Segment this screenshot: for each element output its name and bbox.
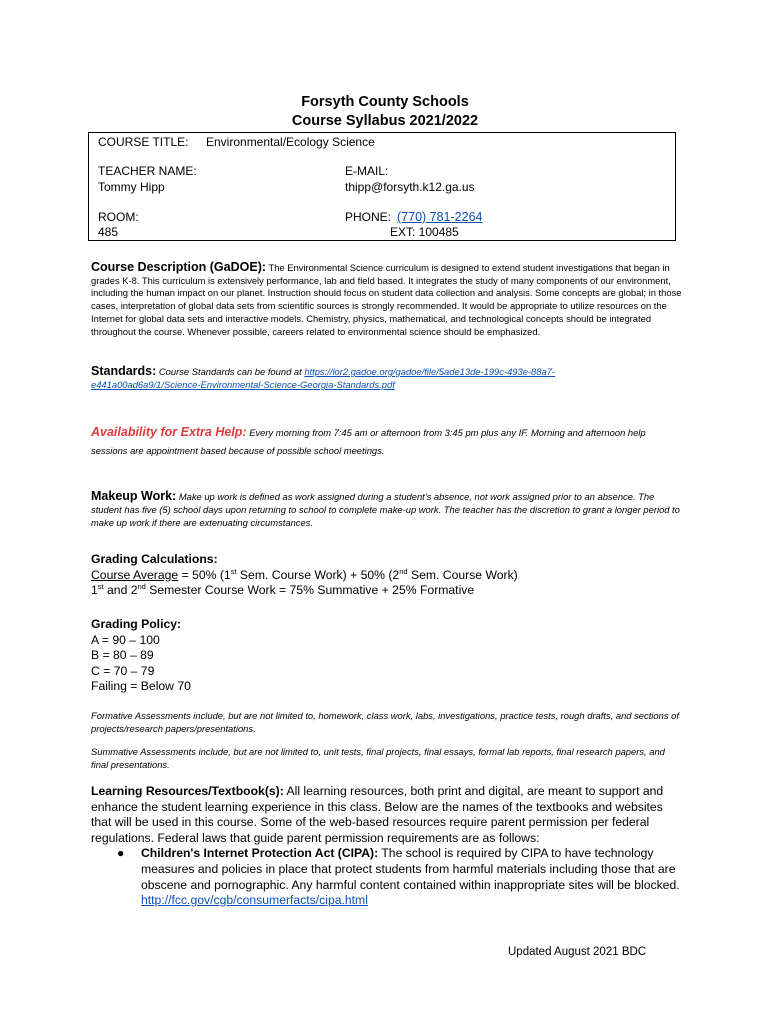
grading-calculations-label: Grading Calculations:	[91, 552, 218, 566]
learning-resources-label: Learning Resources/Textbook(s):	[91, 784, 284, 798]
course-title-value: Environmental/Ecology Science	[206, 135, 375, 149]
grade-failing: Failing = Below 70	[91, 679, 191, 693]
cipa-bullet	[91, 846, 683, 908]
grading-policy	[91, 617, 683, 695]
formative-assessments: Formative Assessments include, but are not limited to, homework, class work, labs, investigations, practice tests, rough drafts, and sections of projects/research papers/presentations.	[91, 710, 679, 734]
standards-label: Standards:	[91, 364, 157, 378]
learning-resources-text: All learning resources, both print and digital, are meant to support and enhance the student learning experience in this class. Below are the names of the textbooks and websites that will be used in this course. Some of the web-based resources require parent permission per federal regulations. Federal laws that guide parent permission requirements are as follows:	[91, 784, 664, 845]
updated-footer: Updated August 2021 BDC	[508, 946, 647, 958]
course-description	[91, 261, 683, 338]
standards-section	[91, 365, 683, 391]
phone-ext: EXT: 100485	[390, 225, 459, 239]
room-label: ROOM:	[98, 210, 139, 224]
makeup-work-text: Make up work is defined as work assigned during a student's absence, not work assigned prior to an absence. The student has five (5) school days upon returning to school to complete make-up work. The teacher has the discretion to grant a longer period to make up work if there are extenuating circumstances.	[91, 491, 680, 528]
school-title: Forsyth County Schools	[301, 94, 469, 110]
learning-resources-paragraph	[91, 784, 683, 846]
teacher-value: Tommy Hipp	[98, 180, 165, 194]
bullet-dot-icon: ●	[117, 846, 125, 861]
grade-a: A = 90 – 100	[91, 632, 160, 647]
email-value[interactable]: thipp@forsyth.k12.ga.us	[345, 180, 475, 194]
course-average-line	[91, 568, 683, 584]
makeup-work-label: Makeup Work:	[91, 489, 177, 503]
sup-st: st	[230, 566, 237, 576]
summative-assessments: Summative Assessments include, but are not limited to, unit tests, final projects, final essays, formal lab reports, final research papers, and final presentations.	[91, 746, 665, 770]
sup-st: st	[97, 581, 104, 591]
course-title-label: COURSE TITLE:	[98, 135, 189, 149]
cipa-label: Children's Internet Protection Act (CIPA):	[141, 846, 379, 861]
calc-text: Sem. Course Work)	[407, 567, 518, 582]
standards-link-line1: https://lor2.gadoe.org/gadoe/file/5ade13de-199c-493e-88a7-	[304, 366, 556, 377]
calc-text: = 50% (1	[178, 567, 231, 582]
standards-link-line2: e441a00ad6a9/1/Science-Environmental-Science-Georgia-Standards.pdf	[91, 379, 395, 390]
calc-text: Sem. Course Work) + 50% (2	[236, 567, 400, 582]
sup-nd: nd	[137, 581, 146, 591]
course-description-label: Course Description (GaDOE):	[91, 260, 267, 274]
grading-calculations	[91, 552, 683, 599]
learning-resources	[91, 784, 683, 909]
cipa-text: The school is required by CIPA to have technology measures and policies in place that protect students from harmful materials including those that are obscene and pornographic. Any harmful content contained within inappropriate sites will be blocked.	[141, 846, 680, 892]
email-label: E-MAIL:	[345, 164, 389, 178]
course-average-label: Course Average	[91, 567, 179, 582]
makeup-work-section	[91, 490, 683, 529]
cipa-link[interactable]: http://fcc.gov/cgb/consumerfacts/cipa.html	[141, 893, 368, 908]
phone-label: PHONE:	[345, 210, 392, 224]
course-info-box	[88, 132, 676, 241]
sup-nd: nd	[399, 566, 408, 576]
calc-text: and 2	[103, 583, 138, 597]
course-description-text: The Environmental Science curriculum is designed to extend student investigations that began in grades K-8. This curriculum is extensively performance, lab and field based. It integrates the study of many components of our environment, including the human impact on our planet. Instruction should focus on student data collection and analysis. Some concepts are global; in those cases, interpretation of global data sets from scientific sources is strongly recommended. It would be appropriate to utilize resources on the Internet for global data sets and interactive models. Chemistry, physics, mathematical, and technological concepts should be integrated throughout the course. Whenever possible, careers related to environmental science should be emphasized.	[91, 262, 682, 337]
phone-link[interactable]: (770) 781-2264	[397, 210, 483, 224]
grade-b: B = 80 – 89	[91, 648, 154, 662]
syllabus-title: Course Syllabus 2021/2022	[291, 113, 479, 129]
room-value: 485	[98, 225, 119, 239]
grading-policy-label: Grading Policy:	[91, 617, 182, 631]
standards-text: Course Standards can be found at	[158, 366, 302, 377]
calc-text: 1	[91, 583, 98, 597]
extra-help-section	[91, 423, 683, 460]
extra-help-label: Availability for Extra Help:	[91, 425, 247, 439]
extra-help-text: Every morning from 7:45 am or afternoon from 3:45 pm plus any IF. Morning and afternoon help sessions are appointment based because of possible school meetings.	[91, 427, 646, 456]
calc-text: Semester Course Work = 75% Summative + 25% Formative	[145, 583, 475, 597]
teacher-label: TEACHER NAME:	[98, 164, 197, 178]
semester-weight-line	[91, 583, 683, 599]
grade-c: C = 70 – 79	[91, 663, 155, 678]
